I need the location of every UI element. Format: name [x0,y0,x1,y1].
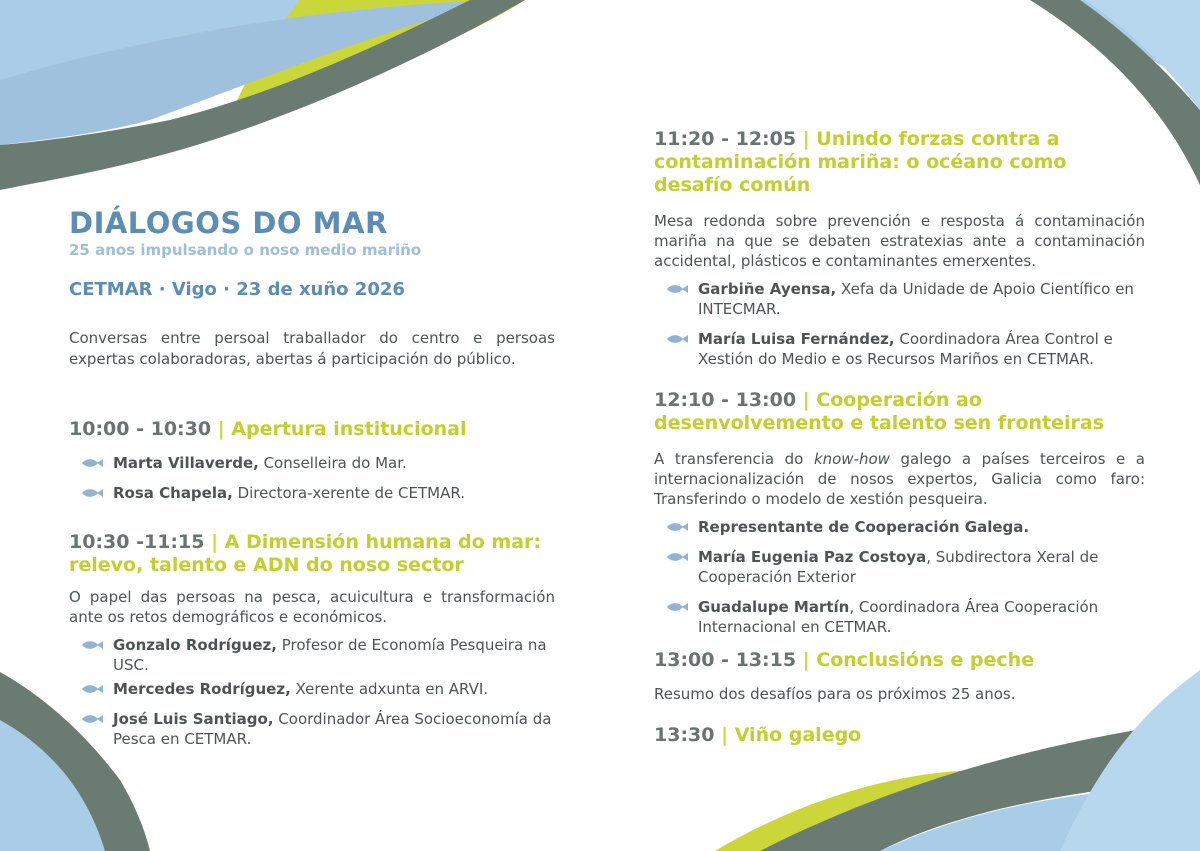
speaker-item [69,709,555,749]
fish-icon [81,487,103,499]
session-description: Mesa redonda sobre prevención e resposta á contaminación mariña na que se debaten estratexias ante a contaminación accidental, plásticos e contaminantes emerxentes. [654,212,1145,270]
session-time: 13:00 - 13:15 [654,649,797,671]
speaker-list [69,635,555,749]
session-separator: | [211,531,219,553]
speaker-item [69,453,555,473]
speaker-item [654,329,1145,369]
session-time: 10:30 -11:15 [69,531,205,553]
description-emphasis: know-how [813,450,890,468]
page-subtitle: 25 anos impulsando o noso medio mariño [69,241,422,259]
fish-icon [666,333,688,345]
session-title: A Dimensión humana do mar: relevo, talento e ADN do noso sector [69,531,541,576]
fish-icon [81,683,103,695]
speaker-item [69,635,555,675]
speaker-role: Coordinadora Área Control e Xestión do Medio e os Recursos Mariños en CETMAR. [698,330,1113,368]
description-text: galego a países terceiros e a internacionalización de nosos expertos, Galicia como faro: Transferindo o modelo de xestión pesqueira. [654,450,1145,508]
page-title: DIÁLOGOS DO MAR [69,206,388,240]
session-cooperacion [654,389,1145,637]
session-description: O papel das persoas na pesca, acuicultura e transformación ante os retos demográficos e económicos. [69,588,555,626]
session-heading [69,418,555,441]
speaker-name: Gonzalo Rodríguez, [113,636,277,654]
session-title: Apertura institucional [231,418,467,440]
session-separator: | [217,418,225,440]
session-heading [654,649,1145,672]
session-description: Resumo dos desafíos para os próximos 25 anos. [654,685,1016,703]
right-column [654,128,1145,747]
session-time: 13:30 [654,724,715,746]
speaker-list [69,453,555,503]
fish-icon [666,551,688,563]
session-dimension-humana [69,531,555,749]
speaker-name: Guadalupe Martín [698,598,850,616]
speaker-list [654,517,1145,637]
session-conclusions [654,649,1145,704]
session-time: 12:10 - 13:00 [654,389,797,411]
speaker-role: Profesor de Economía Pesqueira na USC. [113,636,547,674]
speaker-role: Coordinador Área Socioeconomía da Pesca en CETMAR. [113,710,552,748]
session-separator: | [802,649,810,671]
session-heading [69,531,555,577]
session-apertura [69,418,555,503]
session-heading [654,389,1145,435]
fish-icon [81,457,103,469]
event-venue-date: CETMAR · Vigo · 23 de xuño 2026 [69,279,405,300]
speaker-item [69,483,555,503]
speaker-name: María Luisa Fernández, [698,330,895,348]
session-description [654,449,1145,509]
session-time: 10:00 - 10:30 [69,418,212,440]
left-column [69,205,555,759]
fish-icon [81,713,103,725]
fish-icon [666,283,688,295]
speaker-item [654,547,1145,587]
session-separator: | [802,389,810,411]
speaker-item [69,679,555,699]
speaker-item [654,597,1145,637]
speaker-name: Representante de Cooperación Galega. [698,518,1030,536]
session-separator: | [721,724,729,746]
speaker-name: María Eugenia Paz Costoya [698,548,927,566]
speaker-name: Mercedes Rodríguez, [113,680,291,698]
fish-icon [81,639,103,651]
speaker-item [654,517,1145,537]
speaker-role: Xerente adxunta en ARVI. [290,680,489,698]
session-heading [654,724,1145,747]
session-title: Cooperación ao desenvolvemento e talento sen fronteiras [654,389,1105,434]
speaker-name: José Luis Santiago, [113,710,274,728]
session-title: Viño galego [734,724,862,746]
description-text: A transferencia do [654,450,814,468]
speaker-name: Rosa Chapela, [113,484,233,502]
speaker-role: Xefa da Unidade de Apoio Científico en INTECMAR. [698,280,1134,318]
speaker-role: Conselleira do Mar. [258,454,407,472]
session-contaminacion [654,128,1145,369]
speaker-name: Marta Villaverde, [113,454,259,472]
session-vino [654,724,1145,747]
speaker-role: , Coordinadora Área Cooperación Internacional en CETMAR. [698,598,1099,636]
speaker-item [654,279,1145,319]
session-separator: | [802,128,810,150]
speaker-role: Directora-xerente de CETMAR. [232,484,466,502]
speaker-list [654,279,1145,369]
session-heading [654,128,1145,197]
intro-text: Conversas entre persoal traballador do centro e persoas expertas colaboradoras, abertas á participación do público. [69,329,555,368]
speaker-name: Garbiñe Ayensa, [698,280,837,298]
fish-icon [666,601,688,613]
speaker-role: , Subdirectora Xeral de Cooperación Exterior [698,548,1099,586]
fish-icon [666,521,688,533]
session-title: Conclusións e peche [816,649,1035,671]
session-title: Unindo forzas contra a contaminación mariña: o océano como desafío común [654,128,1067,196]
session-time: 11:20 - 12:05 [654,128,797,150]
